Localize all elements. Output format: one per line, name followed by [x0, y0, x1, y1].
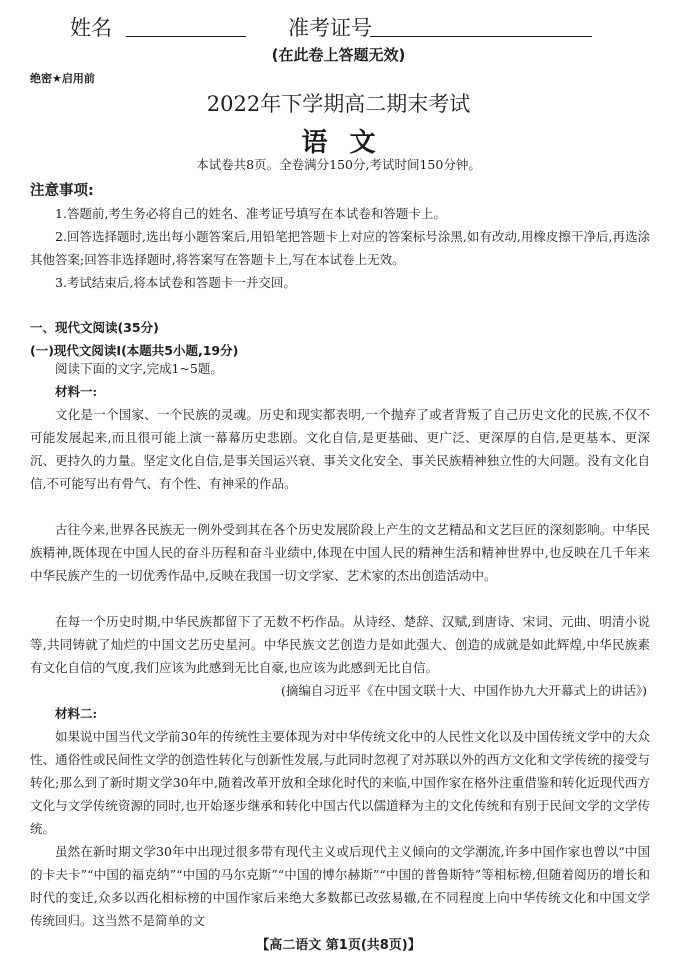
material1-source: (摘编自习近平《在中国文联十大、中国作协九大开幕式上的讲话》) — [280, 683, 647, 698]
notice-item-1: 1.答题前,考生务必将自己的姓名、准考证号填写在本试卷和答题卡上。 — [55, 206, 446, 221]
material1-paragraph-1: 文化是一个国家、一个民族的灵魂。历史和现实都表明,一个抛弃了或者背叛了自己历史文化的民族,不仅不可能发展起来,而且很可能上演一幕幕历史悲剧。文化自信,是更基础、更广泛、更深厚的自信,是更基本、更深沉、更持久的力量。坚定文化自信,是事关国运兴衰、事关文化安全、事关民族精神独立性的大问题。没有文化自信,不可能写出有骨气、有个性、有神采的作品。 — [30, 407, 650, 491]
notice-heading: 注意事项: — [30, 183, 94, 199]
name-label: 姓名 — [70, 16, 112, 40]
exam-info: 本试卷共8页。全卷满分150分,考试时间150分钟。 — [196, 157, 481, 172]
material1-paragraph-3: 在每一个历史时期,中华民族都留下了无数不朽作品。从诗经、楚辞、汉赋,到唐诗、宋词、元曲、明清小说等,共同铸就了灿烂的中国文艺历史星河。中华民族文艺创造力是如此强大、创造的成就是如此辉煌,中华民族素有文化自信的气度,我们应该为此感到无比自豪,也应该为此感到无比自信。 — [30, 614, 650, 675]
id-label: 准考证号 — [288, 16, 372, 40]
exam-title: 2022年下学期高二期末考试 — [206, 92, 471, 116]
secret-mark: 绝密★启用前 — [30, 72, 95, 85]
id-field[interactable] — [370, 36, 592, 37]
material1-paragraph-2: 古往今来,世界各民族无一例外受到其在各个历史发展阶段上产生的文艺精品和文艺巨匠的深刻影响。中华民族精神,既体现在中国人民的奋斗历程和奋斗业绩中,体现在中国人民的精神生活和精神世界中,也反映在几千年来中华民族产生的一切优秀作品中,反映在我国一切文学家、艺术家的杰出创造活动中。 — [30, 522, 650, 583]
sub-section-heading: (一)现代文阅读Ⅰ(本题共5小题,19分) — [30, 343, 239, 358]
reading-instruction: 阅读下面的文字,完成1~5题。 — [55, 361, 223, 376]
notice-item-2: 2.回答选择题时,选出每小题答案后,用铅笔把答题卡上对应的答案标号涂黑,如有改动,用橡皮擦干净后,再选涂其他答案;回答非选择题时,将答案写在答题卡上,写在本试卷上无效。 — [30, 229, 650, 267]
answer-warning: (在此卷上答题无效) — [271, 46, 406, 64]
material2-paragraph-1: 如果说中国当代文学前30年的传统性主要体现为对中华传统文化中的人民性文化以及中国传统文学中的大众性、通俗性或民间性文学的创造性转化与创新性发展,与此同时忽视了对苏联以外的西方文化和文学传统的接受与转化;那么到了新时期文学30年中,随着改革开放和全球化时代的来临,中国作家在格外注重借鉴和转化近现代西方文化与文学传统资源的同时,也开始逐步继承和转化中国古代以儒道释为主的文化传统和有别于民间文学的文学传统。 — [30, 729, 650, 836]
exam-header — [40, 12, 640, 42]
page-footer: 【高二语文 第1页(共8页)】 — [256, 938, 421, 953]
subject-title: 语文 — [301, 128, 398, 158]
material2-label: 材料二: — [55, 706, 98, 721]
section-heading: 一、现代文阅读(35分) — [30, 320, 159, 335]
material1-label: 材料一: — [55, 384, 98, 399]
notice-item-3: 3.考试结束后,将本试卷和答题卡一并交回。 — [55, 275, 296, 290]
material2-paragraph-2: 虽然在新时期文学30年中出现过很多带有现代主义或后现代主义倾向的文学潮流,许多中国作家也曾以“中国的卡夫卡”“中国的福克纳”“中国的马尔克斯”“中国的博尔赫斯”“中国的普鲁斯特”等相标榜,但随着阅历的增长和时代的变迁,众多以西化相标榜的中国作家后来绝大多数都已改弦易辙,在不同程度上向中华传统文化和中国文学传统回归。这当然不是简单的文 — [30, 844, 650, 928]
name-field[interactable] — [126, 36, 246, 37]
